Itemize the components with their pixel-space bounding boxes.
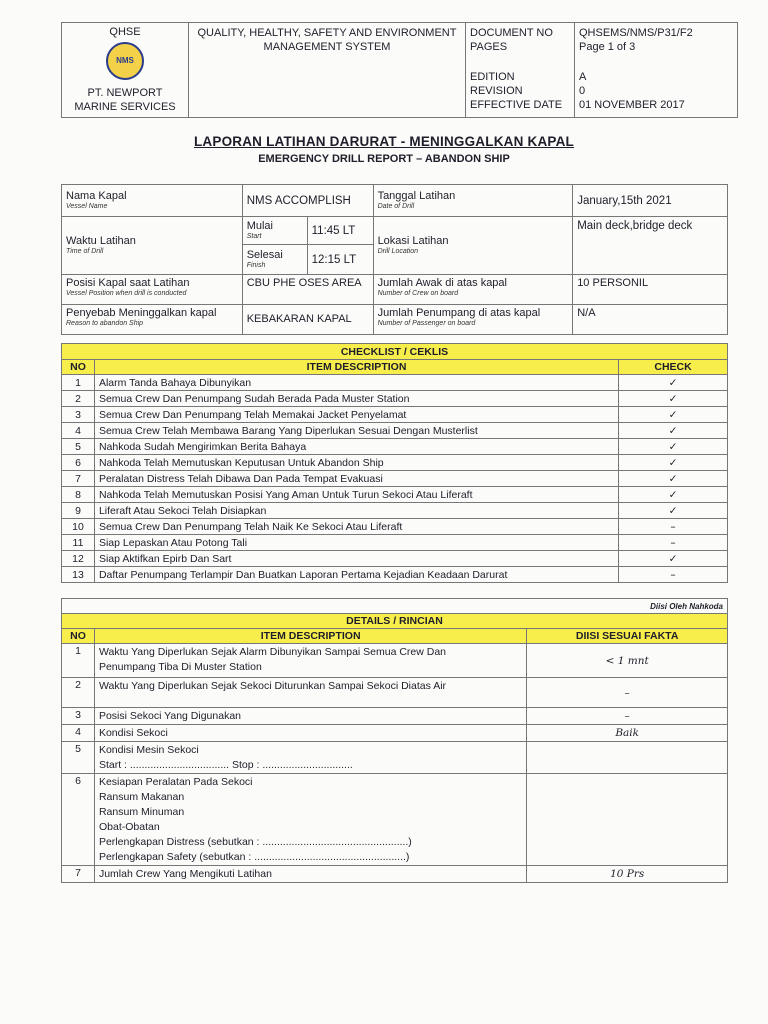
drill-date-cell [373,185,573,217]
details-col-item: ITEM DESCRIPTION [94,629,526,644]
check-mark-icon: ✓ [619,407,728,423]
checklist-row [62,535,728,551]
details-col-no: NO [62,629,95,644]
effective-date-value: 01 NOVEMBER 2017 [579,99,685,111]
edition-value: A [579,71,587,83]
details-row-fact [527,774,728,866]
details-row-fact: – [527,708,728,725]
details-row [62,742,728,774]
check-mark-icon: ✓ [619,471,728,487]
vessel-position-value: CBU PHE OSES AREA [242,275,373,305]
system-title-block [189,23,466,118]
checklist-row-item: Nahkoda Telah Memutuskan Posisi Yang Aman Untuk Turun Sekoci Atau Liferaft [94,487,618,503]
checklist-row-no: 6 [62,455,95,471]
drill-date-sub: Date of Drill [377,203,415,210]
checklist-row [62,503,728,519]
vessel-name-cell [62,185,243,217]
checklist-col-no: NO [62,360,95,375]
drill-location-label: Lokasi Latihan [377,235,449,247]
details-row-item [94,742,526,774]
checklist-col-item: ITEM DESCRIPTION [94,360,618,375]
details-row-line: Kondisi Sekoci [98,727,168,739]
drill-location-cell [373,217,573,275]
start-cell [242,217,307,245]
check-mark-icon: ✓ [619,503,728,519]
checklist-row-no: 2 [62,391,95,407]
checklist-row-no: 10 [62,519,95,535]
details-row-line: Jumlah Crew Yang Mengikuti Latihan [98,868,272,880]
doc-no-value: QHSEMS/NMS/P31/F2 [579,27,693,39]
checklist-row-item: Nahkoda Sudah Mengirimkan Berita Bahaya [94,439,618,455]
checklist-row [62,407,728,423]
details-row-no: 4 [62,725,95,742]
checklist-row-item: Nahkoda Telah Memutuskan Keputusan Untuk Abandon Ship [94,455,618,471]
vessel-name-label: Nama Kapal [66,190,127,202]
check-mark-icon: – [619,519,728,535]
details-table [61,598,728,883]
checklist-row-no: 4 [62,423,95,439]
check-mark-icon: ✓ [619,487,728,503]
pages-label: PAGES [470,41,508,53]
checklist-row-item: Semua Crew Dan Penumpang Telah Naik Ke Sekoci Atau Liferaft [94,519,618,535]
check-mark-icon: – [619,567,728,583]
revision-label: REVISION [470,85,523,97]
start-sub: Start [246,233,262,240]
filled-by-note: Diisi Oleh Nahkoda [62,599,728,614]
details-row-fact: < 1 mnt [527,644,728,678]
company-name-line2: MARINE SERVICES [74,101,176,113]
checklist-row-no: 3 [62,407,95,423]
details-row-line: Kondisi Mesin Sekoci [98,744,199,756]
crew-count-sub: Number of Crew on board [377,290,459,297]
effective-date-label: EFFECTIVE DATE [470,99,563,111]
vessel-position-label: Posisi Kapal saat Latihan [66,277,190,289]
document-header [61,22,738,118]
check-mark-icon: ✓ [619,551,728,567]
abandon-reason-cell [62,305,243,335]
checklist-row-no: 9 [62,503,95,519]
checklist-row [62,551,728,567]
details-row [62,708,728,725]
logo-text: NMS [116,56,134,65]
checklist-row [62,455,728,471]
details-row-fact: – [527,678,728,708]
drill-date-label: Tanggal Latihan [377,190,456,202]
company-logo [106,42,144,80]
passenger-count-sub: Number of Passenger on board [377,320,476,327]
checklist-row [62,567,728,583]
qhse-label: QHSE [109,26,141,38]
finish-cell [242,245,307,275]
report-subtitle: EMERGENCY DRILL REPORT – ABANDON SHIP [258,153,510,165]
check-mark-icon: ✓ [619,375,728,391]
details-row-line: Ransum Minuman [98,806,185,818]
details-row-no: 3 [62,708,95,725]
drill-time-sub: Time of Drill [66,248,104,255]
details-row-line: Ransum Makanan [98,791,185,803]
checklist-row-item: Daftar Penumpang Terlampir Dan Buatkan Laporan Pertama Kejadian Keadaan Darurat [94,567,618,583]
details-row-no: 7 [62,866,95,883]
checklist-row-no: 12 [62,551,95,567]
details-row [62,774,728,866]
checklist-title: CHECKLIST / CEKLIS [62,344,728,360]
details-row-item [94,678,526,708]
passenger-count-value: N/A [573,305,728,335]
details-row [62,866,728,883]
details-row-fact: Baik [527,725,728,742]
system-title-line1: QUALITY, HEALTHY, SAFETY AND ENVIRONMENT [197,27,457,39]
details-row-line: Waktu Yang Diperlukan Sejak Sekoci Diturunkan Sampai Sekoci Diatas Air [98,680,447,692]
report-title: LAPORAN LATIHAN DARURAT - MENINGGALKAN KAPAL [193,134,575,149]
pages-value: Page 1 of 3 [579,41,636,53]
abandon-reason-value: KEBAKARAN KAPAL [242,305,373,335]
checklist-row [62,487,728,503]
details-row-no: 5 [62,742,95,774]
company-block [62,23,189,118]
details-row-fact: 10 Prs [527,866,728,883]
checklist-row-item: Semua Crew Dan Penumpang Sudah Berada Pada Muster Station [94,391,618,407]
checklist-row-no: 1 [62,375,95,391]
details-row-line: Kesiapan Peralatan Pada Sekoci [98,776,253,788]
check-mark-icon: ✓ [619,439,728,455]
checklist-row-item: Semua Crew Telah Membawa Barang Yang Diperlukan Sesuai Dengan Musterlist [94,423,618,439]
details-row-line: Perlengkapan Safety (sebutkan : ....................................................) [98,851,410,863]
drill-info-table [61,184,728,335]
details-row [62,678,728,708]
details-row-no: 1 [62,644,95,678]
details-row-no: 6 [62,774,95,866]
start-label: Mulai [246,220,273,232]
drill-time-cell [62,217,243,275]
details-row-item [94,725,526,742]
checklist-row-item: Siap Lepaskan Atau Potong Tali [94,535,618,551]
details-row [62,725,728,742]
start-value: 11:45 LT [307,217,373,245]
details-title: DETAILS / RINCIAN [62,614,728,629]
details-row-line: Perlengkapan Distress (sebutkan : ..................................................) [98,836,412,848]
checklist-row [62,439,728,455]
check-mark-icon: ✓ [619,423,728,439]
check-mark-icon: ✓ [619,391,728,407]
crew-count-cell [373,275,573,305]
vessel-position-sub: Vessel Position when drill is conducted [66,290,187,297]
details-row-line: Waktu Yang Diperlukan Sejak Alarm Dibunyikan Sampai Semua Crew Dan [98,646,447,658]
edition-label: EDITION [470,71,515,83]
drill-time-label: Waktu Latihan [66,235,136,247]
checklist-row [62,375,728,391]
drill-location-value: Main deck,bridge deck [573,217,728,275]
checklist-table [61,343,728,583]
drill-date-value: January,15th 2021 [573,185,728,217]
details-row-item [94,774,526,866]
check-mark-icon: ✓ [619,455,728,471]
revision-value: 0 [579,85,586,97]
vessel-name-value: NMS ACCOMPLISH [242,185,373,217]
checklist-row-item: Liferaft Atau Sekoci Telah Disiapkan [94,503,618,519]
checklist-row [62,471,728,487]
checklist-row-no: 8 [62,487,95,503]
details-row [62,644,728,678]
checklist-col-check: CHECK [619,360,728,375]
checklist-row-no: 5 [62,439,95,455]
details-row-item [94,708,526,725]
checklist-row-item: Peralatan Distress Telah Dibawa Dan Pada Tempat Evakuasi [94,471,618,487]
crew-count-label: Jumlah Awak di atas kapal [377,277,507,289]
checklist-row-no: 13 [62,567,95,583]
checklist-row-no: 7 [62,471,95,487]
vessel-name-sub: Vessel Name [66,203,108,210]
system-title-line2: MANAGEMENT SYSTEM [263,41,391,53]
checklist-row [62,423,728,439]
abandon-reason-label: Penyebab Meninggalkan kapal [66,307,217,319]
checklist-row-item: Semua Crew Dan Penumpang Telah Memakai Jacket Penyelamat [94,407,618,423]
drill-location-sub: Drill Location [377,248,419,255]
checklist-row [62,391,728,407]
details-col-fact: DIISI SESUAI FAKTA [527,629,728,644]
details-row-no: 2 [62,678,95,708]
doc-values [575,23,738,118]
abandon-reason-sub: Reason to abandon Ship [66,320,144,327]
finish-sub: Finish [246,262,266,269]
details-row-line: Penumpang Tiba Di Muster Station [98,661,262,673]
details-row-fact [527,742,728,774]
crew-count-value: 10 PERSONIL [573,275,728,305]
doc-no-label: DOCUMENT NO [470,27,553,39]
details-row-line: Obat-Obatan [98,821,160,833]
checklist-row-item: Siap Aktifkan Epirb Dan Sart [94,551,618,567]
details-row-item [94,866,526,883]
finish-value: 12:15 LT [307,245,373,275]
finish-label: Selesai [246,249,283,261]
check-mark-icon: – [619,535,728,551]
details-row-line: Posisi Sekoci Yang Digunakan [98,710,242,722]
company-name-line1: PT. NEWPORT [87,87,163,99]
checklist-row-no: 11 [62,535,95,551]
checklist-row [62,519,728,535]
passenger-count-label: Jumlah Penumpang di atas kapal [377,307,541,319]
vessel-position-cell [62,275,243,305]
details-row-item [94,644,526,678]
details-row-line: Start : .................................. Stop : ............................... [98,759,353,771]
checklist-row-item: Alarm Tanda Bahaya Dibunyikan [94,375,618,391]
passenger-count-cell [373,305,573,335]
doc-labels [466,23,575,118]
